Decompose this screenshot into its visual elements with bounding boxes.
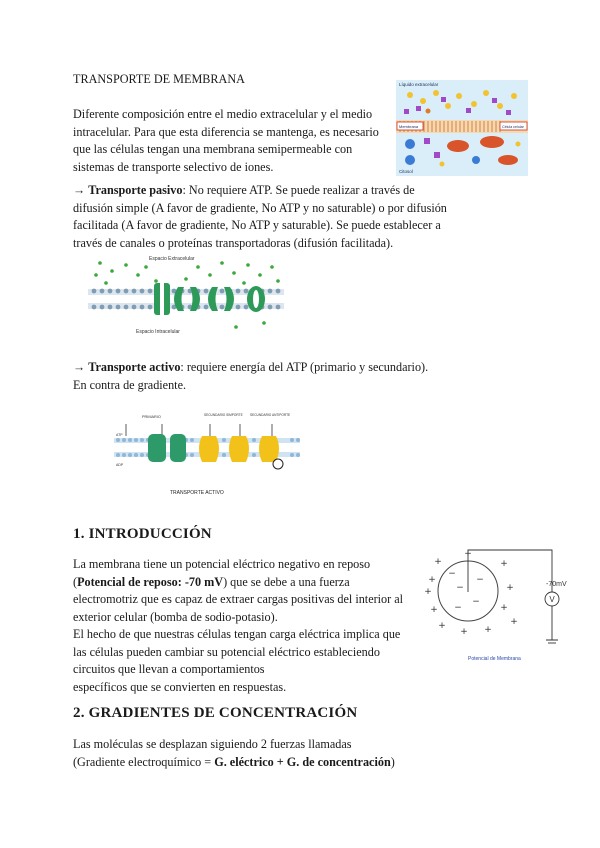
symport-label: SECUNDARIO SIMPORTE — [204, 413, 243, 417]
electrochemical-gradient-term: G. eléctrico + G. de concentración — [214, 754, 391, 769]
svg-text:+: + — [464, 549, 472, 559]
intracellular-space-label: Espacio Intracelular — [136, 329, 180, 335]
svg-text:+: + — [434, 557, 442, 567]
svg-text:+: + — [430, 605, 438, 615]
voltage-readout: -70mV — [546, 581, 567, 588]
voltmeter-symbol: V — [549, 595, 555, 604]
cell-label: Célula celular — [502, 125, 524, 129]
passive-transport-paragraph: → Transporte pasivo: No requiere ATP. Se puede realizar a través de difusión simple (A favor de gradiente, No ATP y no saturable) o por difusión facilitada (A favor de gradiente, No ATP y saturable). Se puede establecer a través de canales o proteínas transportadoras (difusión facilitada). — [73, 183, 447, 250]
svg-text:−: − — [448, 569, 456, 579]
membrane-composition-figure — [396, 80, 528, 176]
section-1-paragraph: La membrana tiene un potencial eléctrico negativo en reposo (Potencial de reposo: -70 mV) que se debe a una fuerza electromotriz que es capaz de extraer cargas positivas del interior al exterior celular (bomba de sodio-potasio). El hecho de que nuestras células tengan carga eléctrica implica que las células pueden cambiar su potencial eléctrico estableciendo circuitos que llevan a comportamientos específicos que se convierten en respuestas. — [73, 557, 404, 694]
extracellular-label: Líquido extracelular — [399, 82, 439, 87]
passive-transport-figure — [86, 253, 286, 337]
svg-text:−: − — [454, 603, 462, 613]
primary-label: PRIMARIO — [142, 415, 161, 419]
svg-text:+: + — [506, 583, 514, 593]
atp-label: ATP — [116, 433, 123, 437]
passive-transport-term: Transporte pasivo — [88, 183, 183, 197]
svg-text:+: + — [438, 621, 446, 631]
cytosol-label: Citosol — [399, 169, 413, 174]
svg-text:+: + — [500, 603, 508, 613]
active-transport-paragraph: → Transporte activo: requiere energía del ATP (primario y secundario). En contra de gradiente. — [73, 360, 429, 392]
svg-text:−: − — [456, 583, 464, 593]
section-2-paragraph: Las moléculas se desplazan siguiendo 2 fuerzas llamadas (Gradiente electroquímico = G. eléctrico + G. de concentración) — [73, 737, 395, 769]
svg-text:−: − — [472, 597, 480, 607]
active-transport-figure — [112, 410, 302, 498]
svg-text:+: + — [484, 625, 492, 635]
intro-paragraph: Diferente composición entre el medio extracelular y el medio intracelular. Para que esta diferencia se mantenga, es necesario que las células tengan una membrana semipermeable con sistemas de transporte selectivo de iones. — [73, 107, 379, 174]
section-2-heading: 2. GRADIENTES DE CONCENTRACIÓN — [73, 705, 358, 721]
svg-text:+: + — [460, 627, 468, 637]
svg-text:+: + — [510, 617, 518, 627]
svg-text:−: − — [476, 575, 484, 585]
antiport-label: SECUNDARIO ANTIPORTE — [250, 413, 291, 417]
membrane-potential-caption: Potencial de Membrana — [468, 656, 521, 662]
svg-text:+: + — [500, 559, 508, 569]
svg-text:+: + — [424, 587, 432, 597]
section-1-heading: 1. INTRODUCCIÓN — [73, 526, 212, 542]
active-transport-caption: TRANSPORTE ACTIVO — [170, 490, 224, 496]
active-transport-term: Transporte activo — [88, 360, 181, 374]
adp-label: ADP — [116, 463, 124, 467]
extracellular-space-label: Espacio Extracelular — [149, 256, 195, 262]
membrane-potential-figure — [418, 546, 576, 664]
document-title: TRANSPORTE DE MEMBRANA — [73, 72, 245, 86]
svg-text:+: + — [428, 575, 436, 585]
resting-potential-term: Potencial de reposo: -70 mV — [77, 574, 224, 589]
membrane-label: Membrana — [399, 124, 419, 129]
